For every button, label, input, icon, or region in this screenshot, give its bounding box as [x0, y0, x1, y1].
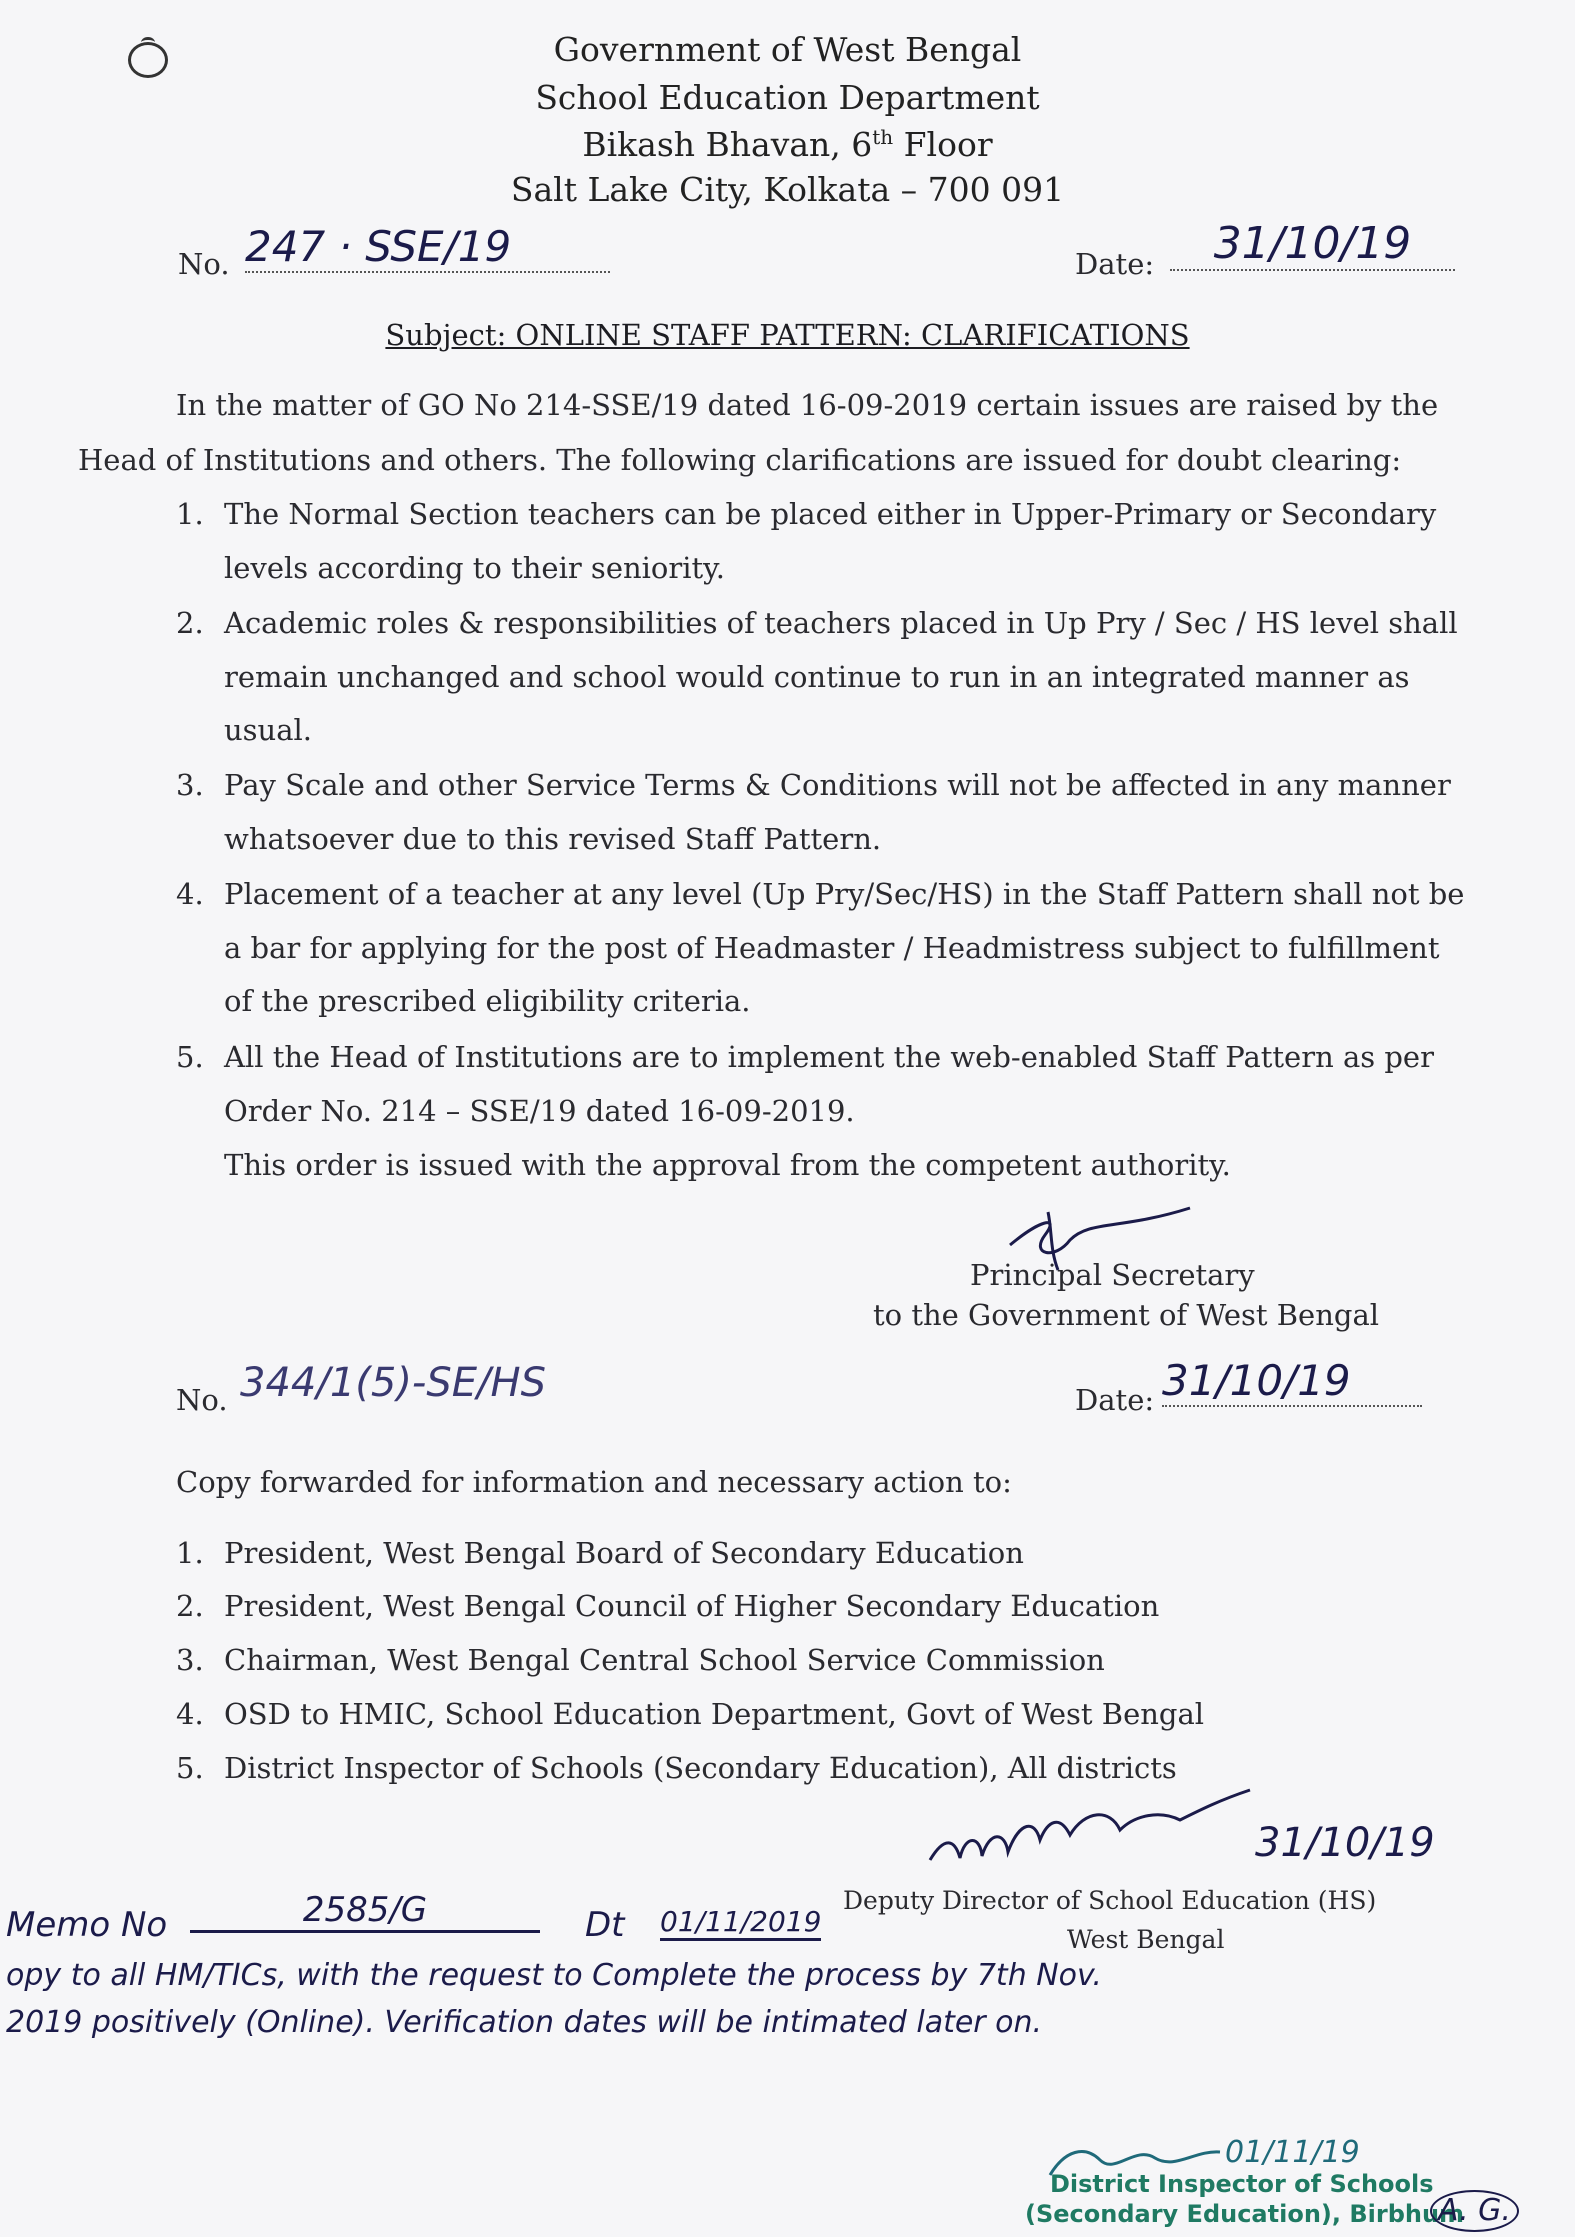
district-inspector-signed-date: 01/11/19: [1225, 2135, 1360, 2170]
deputy-director-signature: [920, 1780, 1260, 1875]
letterhead-address: Salt Lake City, Kolkata – 700 091: [510, 170, 1065, 209]
initials-mark: A. G.: [1430, 2190, 1519, 2232]
deputy-director-signed-date: 31/10/19: [1255, 1820, 1435, 1866]
memo-date-label: Date:: [1075, 247, 1155, 281]
clarification-line: usual.: [224, 713, 313, 747]
clarification-line: Placement of a teacher at any level (Up Pry/Sec/HS) in the Staff Pattern shall not be: [224, 877, 1465, 911]
letterhead-department: School Education Department: [535, 78, 1040, 117]
signatory-title: Principal Secretary: [970, 1258, 1255, 1292]
copy-memo-number-label: No.: [176, 1383, 228, 1417]
district-inspector-stamp-office: (Secondary Education), Birbhum: [1025, 2200, 1465, 2228]
recipient-text: OSD to HMIC, School Education Department, Govt of West Bengal: [224, 1697, 1205, 1731]
recipient-text: President, West Bengal Board of Secondary Education: [224, 1536, 1024, 1570]
clarification-num: 4.: [176, 877, 204, 911]
recipient-text: District Inspector of Schools (Secondary Education), All districts: [224, 1751, 1177, 1785]
signatory-office: to the Government of West Bengal: [873, 1298, 1380, 1332]
clarification-num: 5.: [176, 1040, 204, 1074]
memo-number-label: No.: [178, 247, 230, 281]
clarification-line: Academic roles & responsibilities of teachers placed in Up Pry / Sec / HS level shall: [224, 606, 1458, 640]
letterhead-government: Government of West Bengal: [553, 30, 1022, 69]
clarification-line: Order No. 214 – SSE/19 dated 16-09-2019.: [224, 1094, 855, 1128]
recipient-num: 5.: [176, 1751, 204, 1785]
clarification-line: levels according to their seniority.: [224, 551, 725, 585]
handwritten-dt-value: 01/11/2019: [660, 1905, 821, 1941]
clarification-line: remain unchanged and school would continue to run in an integrated manner as: [224, 660, 1410, 694]
recipient-num: 4.: [176, 1697, 204, 1731]
recipient-text: President, West Bengal Council of Higher Secondary Education: [224, 1589, 1160, 1623]
handwritten-memo-value: 2585/G: [190, 1890, 540, 1933]
recipient-text: Chairman, West Bengal Central School Service Commission: [224, 1643, 1105, 1677]
letterhead-building-text: Bikash Bhavan, 6: [582, 125, 873, 164]
copy-memo-date-label: Date:: [1075, 1383, 1155, 1417]
clarification-line: All the Head of Institutions are to implement the web-enabled Staff Pattern as per: [224, 1040, 1434, 1074]
recipient-num: 1.: [176, 1536, 204, 1570]
letterhead-building-sup: th: [872, 125, 894, 149]
approval-statement: This order is issued with the approval from the competent authority.: [224, 1148, 1231, 1182]
district-inspector-stamp-title: District Inspector of Schools: [1050, 2170, 1434, 2198]
intro-line-2: Head of Institutions and others. The following clarifications are issued for doubt clearing:: [78, 443, 1402, 477]
clarification-line: whatsoever due to this revised Staff Pattern.: [224, 822, 882, 856]
clarification-num: 2.: [176, 606, 204, 640]
letterhead-building: [0, 125, 1575, 164]
handwritten-memo-label: Memo No: [6, 1905, 168, 1945]
letterhead-building-floor: Floor: [893, 125, 993, 164]
intro-line-1: In the matter of GO No 214-SSE/19 dated 16-09-2019 certain issues are raised by the: [176, 388, 1439, 422]
clarification-line: of the prescribed eligibility criteria.: [224, 984, 751, 1018]
handwritten-note-line: opy to all HM/TICs, with the request to Complete the process by 7th Nov.: [6, 1958, 1102, 1993]
memo-date-value: 31/10/19: [1170, 218, 1455, 271]
deputy-director-office: West Bengal: [1067, 1925, 1225, 1954]
recipient-num: 2.: [176, 1589, 204, 1623]
clarification-line: The Normal Section teachers can be placed either in Upper-Primary or Secondary: [224, 497, 1437, 531]
clarification-line: Pay Scale and other Service Terms & Conditions will not be affected in any manner: [224, 768, 1451, 802]
subject-text: Subject: ONLINE STAFF PATTERN: CLARIFICATIONS: [385, 318, 1190, 352]
handwritten-note-line: 2019 positively (Online). Verification dates will be intimated later on.: [6, 2005, 1043, 2040]
subject-line: [0, 318, 1575, 352]
clarification-line: a bar for applying for the post of Headmaster / Headmistress subject to fulfillment: [224, 931, 1440, 965]
clarification-num: 1.: [176, 497, 204, 531]
clarification-num: 3.: [176, 768, 204, 802]
memo-number-value: 247 · SSE/19: [245, 222, 610, 273]
handwritten-dt-label: Dt: [585, 1905, 625, 1945]
copy-forwarded-intro: Copy forwarded for information and necessary action to:: [176, 1465, 1012, 1499]
deputy-director-title: Deputy Director of School Education (HS): [843, 1886, 1377, 1915]
copy-memo-number-value: 344/1(5)-SE/HS: [240, 1360, 546, 1406]
recipient-num: 3.: [176, 1643, 204, 1677]
copy-memo-date-value: 31/10/19: [1162, 1356, 1422, 1407]
